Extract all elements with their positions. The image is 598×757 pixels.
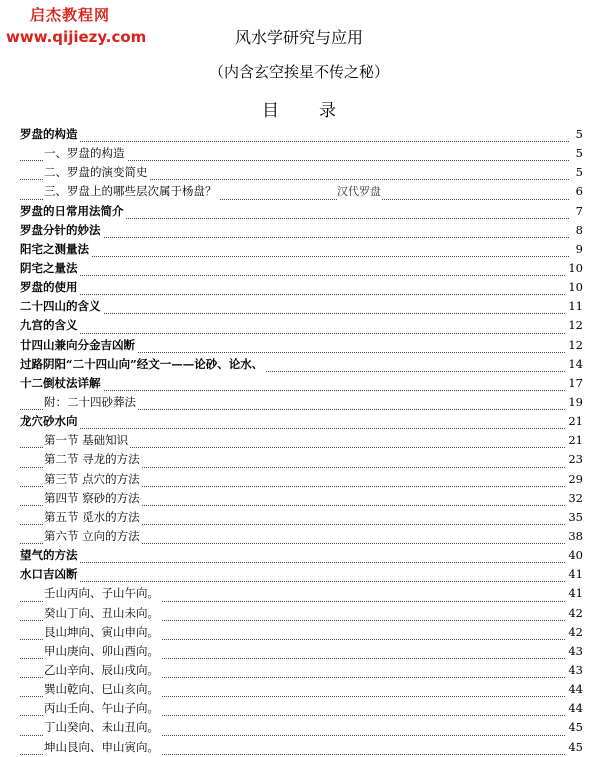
toc-entry-page-number: 5: [574, 144, 583, 163]
toc-entry-page-number: 41: [566, 565, 583, 584]
toc-heading: 目录: [262, 101, 376, 121]
toc-entry[interactable]: [20, 565, 583, 584]
toc-entry-page-number: 17: [566, 374, 583, 393]
toc-entry[interactable]: [20, 738, 583, 757]
toc-entry[interactable]: [20, 623, 583, 642]
toc-entry[interactable]: [20, 508, 583, 527]
toc-entry-page-number: 9: [574, 240, 583, 259]
toc-entry[interactable]: [20, 718, 583, 737]
toc-entry-title: 罗盘的日常用法简介: [20, 202, 126, 221]
toc-entry-title: 十二倒杖法详解: [20, 374, 103, 393]
toc-entry[interactable]: [20, 125, 583, 144]
toc-entry-page-number: 43: [566, 661, 583, 680]
toc-entry-page-number: 10: [566, 259, 583, 278]
toc-entry-title: 第五节 觅水的方法: [44, 508, 142, 527]
toc-entry[interactable]: [20, 604, 583, 623]
toc-entry[interactable]: [20, 661, 583, 680]
toc-entry[interactable]: [20, 470, 583, 489]
toc-entry-title: 三、罗盘上的哪些层次属于杨盘？: [44, 182, 219, 201]
document-subtitle: （内含玄空挨星不传之秘）: [208, 63, 389, 81]
toc-entry-title: 二十四山的含义: [20, 297, 103, 316]
toc-entry-page-number: 14: [566, 355, 583, 374]
toc-entry-title: 九宫的含义: [20, 316, 80, 335]
toc-entry-title: 第三节 点穴的方法: [44, 470, 142, 489]
toc-entry-title: 附：二十四砂葬法: [44, 393, 138, 412]
toc-entry[interactable]: [20, 527, 583, 546]
toc-entry-title: 第二节 寻龙的方法: [44, 450, 142, 469]
toc-entry-note: 汉代罗盘: [337, 182, 381, 201]
toc-entry[interactable]: [20, 374, 583, 393]
toc-entry-title: 罗盘分针的妙法: [20, 221, 103, 240]
toc-entry-page-number: 5: [574, 163, 583, 182]
toc-entry[interactable]: [20, 221, 583, 240]
toc-entry-title: 壬山丙向、子山午向。: [44, 584, 161, 603]
toc-entry-page-number: 12: [566, 316, 583, 335]
toc-entry-title: 乙山辛向、辰山戌向。: [44, 661, 161, 680]
toc-entry-title: 第一节 基础知识: [44, 431, 130, 450]
toc-entry-title: 第四节 察砂的方法: [44, 489, 142, 508]
toc-entry[interactable]: [20, 240, 583, 259]
toc-entry-title: 巽山乾向、巳山亥向。: [44, 680, 161, 699]
toc-entry-page-number: 44: [566, 699, 583, 718]
toc-entry-title: 甲山庚向、卯山酉向。: [44, 642, 161, 661]
document-title: 风水学研究与应用: [234, 28, 363, 47]
toc-entry[interactable]: [20, 393, 583, 412]
toc-entry[interactable]: [20, 412, 583, 431]
toc-entry[interactable]: [20, 316, 583, 335]
toc-entry-page-number: 40: [566, 546, 583, 565]
toc-entry[interactable]: [20, 431, 583, 450]
toc-entry-page-number: 35: [566, 508, 583, 527]
toc-entry-page-number: 21: [566, 431, 583, 450]
toc-entry[interactable]: [20, 355, 583, 374]
toc-entry[interactable]: [20, 202, 583, 221]
toc-entry-title: 水口吉凶断: [20, 565, 80, 584]
toc-entry-title: 一、罗盘的构造: [44, 144, 127, 163]
toc-entry[interactable]: [20, 182, 583, 201]
toc-entry-title: 罗盘的使用: [20, 278, 80, 297]
toc-entry[interactable]: [20, 584, 583, 603]
toc-entry[interactable]: [20, 336, 583, 355]
toc-entry-page-number: 21: [566, 412, 583, 431]
toc-entry-title: 丙山壬向、午山子向。: [44, 699, 161, 718]
toc-entry-page-number: 45: [566, 718, 583, 737]
toc-entry-title: 罗盘的构造: [20, 125, 80, 144]
toc-entry-page-number: 12: [566, 336, 583, 355]
toc-entry-title: 癸山丁向、丑山未向。: [44, 604, 161, 623]
toc-entry-page-number: 43: [566, 642, 583, 661]
toc-entry-page-number: 41: [566, 584, 583, 603]
toc-entry-page-number: 45: [566, 738, 583, 757]
toc-entry-title: 坤山艮向、申山寅向。: [44, 738, 161, 757]
watermark-url: www.qijiezy.com: [6, 28, 147, 46]
toc-entry[interactable]: [20, 163, 583, 182]
toc-entry[interactable]: [20, 278, 583, 297]
toc-entry-title: 丁山癸向、未山丑向。: [44, 718, 161, 737]
table-of-contents: [20, 125, 583, 757]
toc-entry-page-number: 19: [566, 393, 583, 412]
toc-entry-title: 望气的方法: [20, 546, 80, 565]
toc-entry-page-number: 8: [574, 221, 583, 240]
toc-entry-page-number: 6: [574, 182, 583, 201]
toc-entry-page-number: 5: [574, 125, 583, 144]
toc-entry[interactable]: [20, 297, 583, 316]
toc-entry-page-number: 23: [566, 450, 583, 469]
toc-entry-title: 艮山坤向、寅山申向。: [44, 623, 161, 642]
toc-entry[interactable]: [20, 546, 583, 565]
toc-entry[interactable]: [20, 680, 583, 699]
toc-entry-title: 龙穴砂水向: [20, 412, 80, 431]
watermark-site-name: 启杰教程网: [30, 6, 111, 24]
toc-entry-page-number: 42: [566, 604, 583, 623]
toc-entry-page-number: 10: [566, 278, 583, 297]
toc-entry-title: 过路阴阳“二十四山向”经文一——论砂、论水、: [20, 355, 265, 374]
toc-entry-page-number: 32: [566, 489, 583, 508]
toc-entry-title: 第六节 立向的方法: [44, 527, 142, 546]
toc-entry-page-number: 44: [566, 680, 583, 699]
toc-entry-title: 阳宅之测量法: [20, 240, 91, 259]
toc-entry-page-number: 29: [566, 470, 583, 489]
toc-entry[interactable]: [20, 489, 583, 508]
toc-entry[interactable]: [20, 642, 583, 661]
toc-entry-page-number: 11: [566, 297, 583, 316]
toc-entry-title: 二、罗盘的演变简史: [44, 163, 150, 182]
toc-entry-page-number: 7: [574, 202, 583, 221]
toc-entry-title: 廿四山兼向分金吉凶断: [20, 336, 137, 355]
toc-entry-page-number: 42: [566, 623, 583, 642]
toc-entry[interactable]: [20, 259, 583, 278]
toc-entry-page-number: 38: [566, 527, 583, 546]
toc-entry-title: 阴宅之量法: [20, 259, 80, 278]
toc-entry[interactable]: [20, 450, 583, 469]
toc-entry[interactable]: [20, 144, 583, 163]
toc-entry[interactable]: [20, 699, 583, 718]
